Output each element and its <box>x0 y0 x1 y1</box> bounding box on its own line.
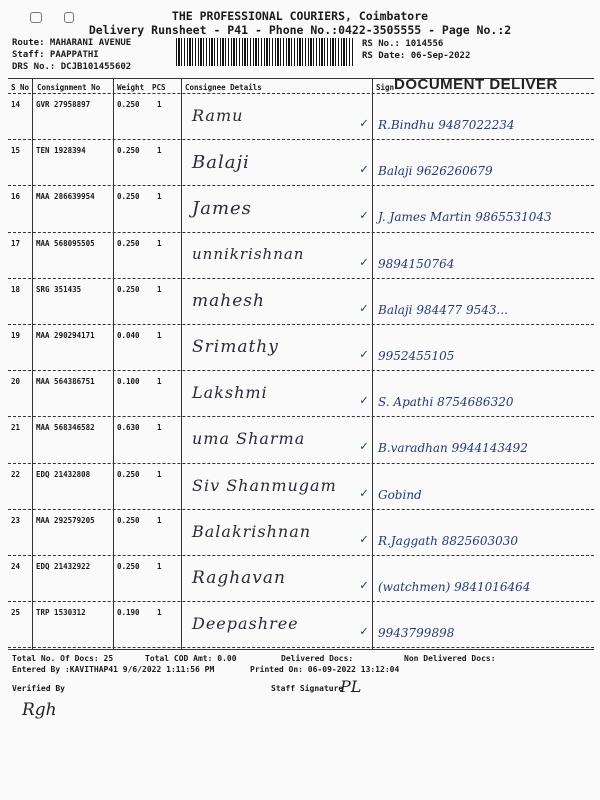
row-sno: 23 <box>11 515 21 525</box>
row-divider <box>8 601 594 602</box>
rs-date: RS Date: 06-Sep-2022 <box>362 51 471 61</box>
row-receiver-signature: B.varadhan 9944143492 <box>378 441 528 456</box>
staff-signature-initials: PL <box>340 677 362 696</box>
rs-number: RS No.: 1014556 <box>362 39 444 49</box>
check-mark-icon: ✓ <box>360 531 368 547</box>
row-pcs: 1 <box>157 100 162 109</box>
col-header-sno: S No <box>11 83 30 92</box>
row-consignee-name: mahesh <box>192 290 265 311</box>
row-pcs: 1 <box>157 238 162 248</box>
staff-label: Staff: PAAPPATHI <box>12 50 99 60</box>
row-pcs: 1 <box>157 377 162 387</box>
row-consignment-no: SRG 351435 <box>36 284 82 294</box>
row-receiver-signature: R.Bindhu 9487022234 <box>378 118 515 132</box>
check-mark-icon: ✓ <box>360 162 368 178</box>
barcode-image <box>176 38 354 66</box>
row-weight: 0.250 <box>117 562 140 571</box>
row-weight: 0.250 <box>117 469 140 479</box>
check-mark-icon: ✓ <box>360 116 368 131</box>
row-consignee-name: Lakshmi <box>192 383 268 403</box>
delivered-docs: Delivered Docs: <box>281 654 354 663</box>
row-consignment-no: MAA 564386751 <box>36 377 95 387</box>
row-sno: 16 <box>11 192 21 202</box>
row-weight: 0.250 <box>117 146 140 156</box>
verified-by: Verified By <box>12 684 65 693</box>
check-mark-icon: ✓ <box>360 208 368 224</box>
total-cod: Total COD Amt: 0.00 <box>145 654 237 663</box>
row-sno: 15 <box>11 146 21 156</box>
row-sno: 14 <box>11 100 21 109</box>
row-consignment-no: TEN 1928394 <box>36 146 86 156</box>
col-divider <box>181 79 182 649</box>
row-sno: 17 <box>11 238 21 248</box>
row-divider <box>8 509 594 510</box>
row-consignee-name: Srimathy <box>192 337 279 357</box>
row-weight: 0.250 <box>117 515 140 525</box>
row-receiver-signature: 9943799898 <box>378 626 455 641</box>
verifier-signature: Rgh <box>22 700 57 720</box>
row-consignment-no: GVR 27958897 <box>36 100 91 109</box>
row-weight: 0.250 <box>117 192 140 202</box>
col-divider <box>372 79 373 649</box>
col-header-sign: Sign <box>376 83 395 92</box>
row-weight: 0.100 <box>117 377 140 387</box>
row-weight: 0.250 <box>117 100 140 109</box>
row-sno: 19 <box>11 331 21 340</box>
row-divider <box>8 139 594 140</box>
col-divider <box>32 79 33 649</box>
non-delivered-docs: Non Delivered Docs: <box>404 654 496 663</box>
col-header-pcs: PCS <box>152 83 166 92</box>
runsheet-title: Delivery Runsheet - P41 - Phone No.:0422-3505555 - Page No.:2 <box>88 23 512 37</box>
row-consignment-no: EDQ 21432808 <box>36 469 91 479</box>
check-mark-icon: ✓ <box>360 347 368 362</box>
row-consignment-no: EDQ 21432922 <box>36 562 91 571</box>
route-label: Route: MAHARANI AVENUE <box>12 38 132 48</box>
delivered-stamp: DOCUMENT DELIVER <box>394 76 558 93</box>
row-sno: 18 <box>11 284 21 294</box>
row-consignee-name: James <box>192 198 252 220</box>
row-consignment-no: MAA 568346582 <box>36 423 95 433</box>
row-pcs: 1 <box>157 146 162 156</box>
col-header-consignment: Consignment No <box>37 83 101 92</box>
row-consignee-name: Raghavan <box>192 568 286 588</box>
row-divider <box>8 232 594 233</box>
check-mark-icon: ✓ <box>360 254 368 270</box>
row-consignment-no: MAA 286639954 <box>36 192 95 202</box>
row-divider <box>8 278 594 279</box>
row-receiver-signature: 9894150764 <box>378 256 455 271</box>
row-consignee-name: Ramu <box>192 106 244 125</box>
row-receiver-signature: S. Apathi 8754686320 <box>378 395 514 410</box>
row-consignee-name: Deepashree <box>192 614 299 634</box>
check-mark-icon: ✓ <box>360 485 368 501</box>
header-divider <box>8 93 594 94</box>
row-pcs: 1 <box>157 192 162 202</box>
row-divider <box>8 370 594 371</box>
total-docs: Total No. Of Docs: 25 <box>12 654 114 663</box>
row-divider <box>8 416 594 417</box>
row-pcs: 1 <box>157 331 162 340</box>
row-divider <box>8 463 594 464</box>
row-consignment-no: TRP 1530312 <box>36 608 86 618</box>
row-receiver-signature: J. James Martin 9865531043 <box>378 210 552 225</box>
check-mark-icon: ✓ <box>360 393 368 409</box>
row-receiver-signature: Balaji 9626260679 <box>378 164 493 179</box>
row-weight: 0.630 <box>117 423 140 433</box>
check-mark-icon: ✓ <box>360 624 368 640</box>
row-sno: 24 <box>11 562 21 571</box>
row-sno: 20 <box>11 377 21 387</box>
staff-signature: Staff Signature <box>271 684 344 693</box>
check-mark-icon: ✓ <box>360 439 368 455</box>
row-receiver-signature: (watchmen) 9841016464 <box>378 580 531 594</box>
row-consignment-no: MAA 292579205 <box>36 515 95 525</box>
row-consignment-no: MAA 290294171 <box>36 331 95 340</box>
row-divider <box>8 324 594 325</box>
table-bottom-border <box>8 649 594 650</box>
row-receiver-signature: Gobind <box>378 487 422 502</box>
entered-by: Entered By :KAVITHAP41 9/6/2022 1:11:56 PM <box>12 665 215 674</box>
printed-on: Printed On: 06-09-2022 13:12:04 <box>250 665 400 674</box>
row-consignee-name: Siv Shanmugam <box>192 475 337 495</box>
row-pcs: 1 <box>157 469 162 479</box>
row-divider <box>8 185 594 186</box>
row-consignment-no: MAA 568095505 <box>36 238 95 248</box>
col-header-consignee: Consignee Details <box>185 83 262 92</box>
row-weight: 0.250 <box>117 238 140 248</box>
row-receiver-signature: R.Jaggath 8825603030 <box>378 533 519 548</box>
check-mark-icon: ✓ <box>360 300 368 316</box>
row-consignee-name: uma Sharma <box>192 429 306 449</box>
row-sno: 21 <box>11 423 21 433</box>
row-pcs: 1 <box>157 284 162 294</box>
col-divider <box>113 79 114 649</box>
row-pcs: 1 <box>157 562 162 571</box>
row-receiver-signature: 9952455105 <box>378 349 455 363</box>
row-consignee-name: Balaji <box>192 152 250 174</box>
row-pcs: 1 <box>157 515 162 525</box>
row-pcs: 1 <box>157 423 162 433</box>
company-name: THE PROFESSIONAL COURIERS, Coimbatore <box>171 9 429 23</box>
row-weight: 0.250 <box>117 284 140 294</box>
row-weight: 0.190 <box>117 608 140 618</box>
row-consignee-name: Balakrishnan <box>192 521 312 541</box>
check-mark-icon: ✓ <box>360 578 368 593</box>
col-header-weight: Weight <box>117 83 145 92</box>
row-pcs: 1 <box>157 608 162 618</box>
row-consignee-name: unnikrishnan <box>192 244 305 263</box>
row-weight: 0.040 <box>117 331 140 340</box>
row-sno: 22 <box>11 469 21 479</box>
row-divider <box>8 555 594 556</box>
drs-number: DRS No.: DCJB101455602 <box>12 62 132 72</box>
row-sno: 25 <box>11 608 21 618</box>
row-receiver-signature: Balaji 984477 9543... <box>378 302 508 317</box>
